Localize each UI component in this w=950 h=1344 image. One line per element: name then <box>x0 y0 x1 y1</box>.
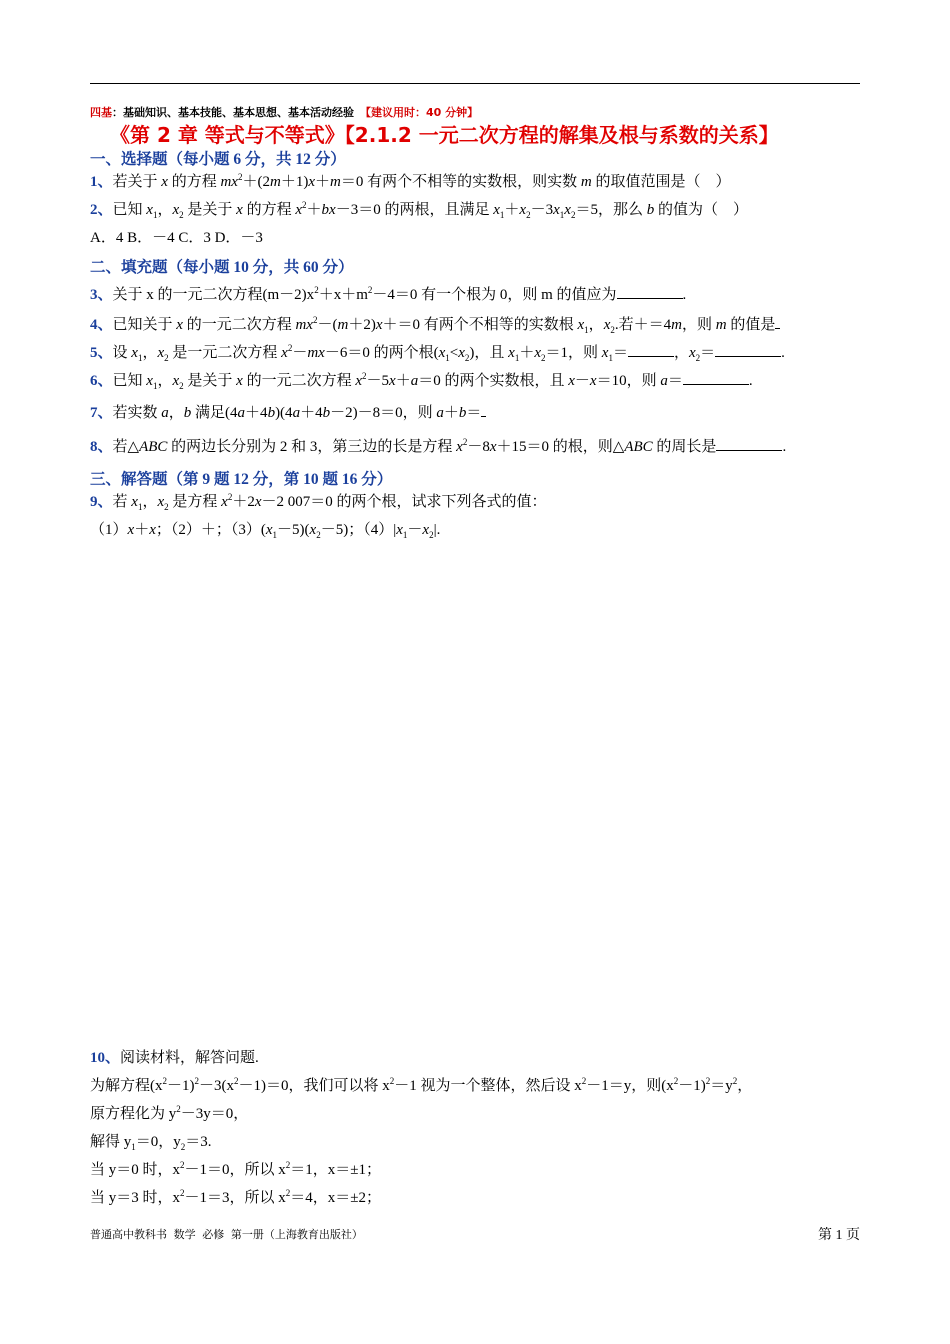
question-9-parts: （1）x＋x；（2）＋；$(3)(x_1-5)(x_2-5)$；$(4)|x_1-x_2|$. <box>90 522 441 540</box>
q10-material-line-2: 原方程化为 $y^2-3y=0$， <box>90 1104 249 1122</box>
footer-page-number: 第 1 页 <box>818 1228 860 1243</box>
question-2: 2、已知 $x_1$，$x_2$ 是关于 x 的方程 $x^2+bx-3=0$ 的两根，且满足 $x_1+x_2-3x_1x_2=5$，那么 b 的值为（ ） <box>90 200 748 220</box>
question-4: 4、已知关于 x 的一元二次方程 $mx^2-(m+2)x+=0$ 有两个不相等的实数根 $x_1$，$x_2$.若＋＝4m，则 m 的值是 <box>90 314 780 335</box>
question-10 <box>90 1048 259 1068</box>
question-5: 5、设 $x_1$，$x_2$ 是一元二次方程 $x^2-mx-6=0$ 的两个根$(x_1<x_2)$，且 $x_1+x_2=1$，则 $x_1=$ ，$x_2=$ . <box>90 343 785 363</box>
q2-number: 2、 <box>90 202 113 218</box>
question-8: 8、若△ABC 的两边长分别为 2 和 3，第三边的长是方程 $x^2-8x+15=0$ 的根，则△ABC 的周长是 . <box>90 437 787 455</box>
q10-material-line-1: 为解方程$(x^2-1)^2-3(x^2-1)=0$，我们可以将 $x^2-1$ 视为一个整体，然后设 $x^2-1=y$，则$(x^2-1)^2=y^2$， <box>90 1076 753 1094</box>
footer-book-title: 普通高中教科书 数学 必修 第一册（上海教育出版社） <box>90 1228 363 1241</box>
tag-label: 四基 <box>90 106 112 119</box>
question-6: 6、已知 $x_1$，$x_2$ 是关于 x 的一元二次方程 $x^2-5x+a=0$ 的两个实数根，且 x－x＝10，则 a＝ . <box>90 371 753 391</box>
section-fill-heading: 二、填充题（每小题 10 分，共 60 分） <box>90 259 354 276</box>
q10-material-line-3: 解得 $y_1=0$，$y_2=3$. <box>90 1134 212 1152</box>
suggested-time: 【建议用时：40 分钟】 <box>360 106 479 119</box>
q10-number: 10、 <box>90 1050 121 1066</box>
tag-text: ：基础知识、基本技能、基本思想、基本活动经验 <box>112 106 354 119</box>
q10-material-line-5: 当 y＝3 时，$x^2-1=3$，所以 $x^2=4$，x＝±2； <box>90 1188 382 1206</box>
question-2-options: A．4 B．－4 C．3 D．－3 <box>90 230 263 246</box>
question-3: 3、关于 x 的一元二次方程$(m-2)x^2+x+m^2-4=0$ 有一个根为 0，则 m 的值应为 . <box>90 285 687 303</box>
question-9: 9、若 $x_1$，$x_2$ 是方程 $x^2+2x-2$ 007＝0 的两个根，试求下列各式的值： <box>90 492 547 512</box>
q6-number: 6、 <box>90 373 113 389</box>
q9-number: 9、 <box>90 494 113 510</box>
section-choice-heading: 一、选择题（每小题 6 分，共 12 分） <box>90 151 346 168</box>
q10-intro: 阅读材料，解答问题. <box>120 1050 259 1066</box>
q4-number: 4、 <box>90 317 113 333</box>
q1-number: 1、 <box>90 174 113 190</box>
header-rule <box>90 83 860 84</box>
q3-number: 3、 <box>90 287 113 303</box>
page-title: 《第 2 章 等式与不等式》【2.1.2 一元二次方程的解集及根与系数的关系】 <box>110 123 779 147</box>
question-1: 1、若关于 x 的方程 $mx^2+(2m+1)x+m=0$ 有两个不相等的实数根，则实数 m 的取值范围是（ ） <box>90 172 731 190</box>
section-answer-heading: 三、解答题（第 9 题 12 分，第 10 题 16 分） <box>90 471 393 488</box>
q8-number: 8、 <box>90 439 113 455</box>
q5-number: 5、 <box>90 345 113 361</box>
q10-material-line-4: 当 y＝0 时，$x^2-1=0$，所以 $x^2=1$，x＝±1； <box>90 1160 382 1178</box>
q7-number: 7、 <box>90 405 113 421</box>
question-7: 7、若实数 a，b 满足(4a＋4b)(4a＋4b－2)－8＝0，则 a＋b＝ <box>90 402 486 423</box>
four-basics-tag <box>90 103 478 123</box>
